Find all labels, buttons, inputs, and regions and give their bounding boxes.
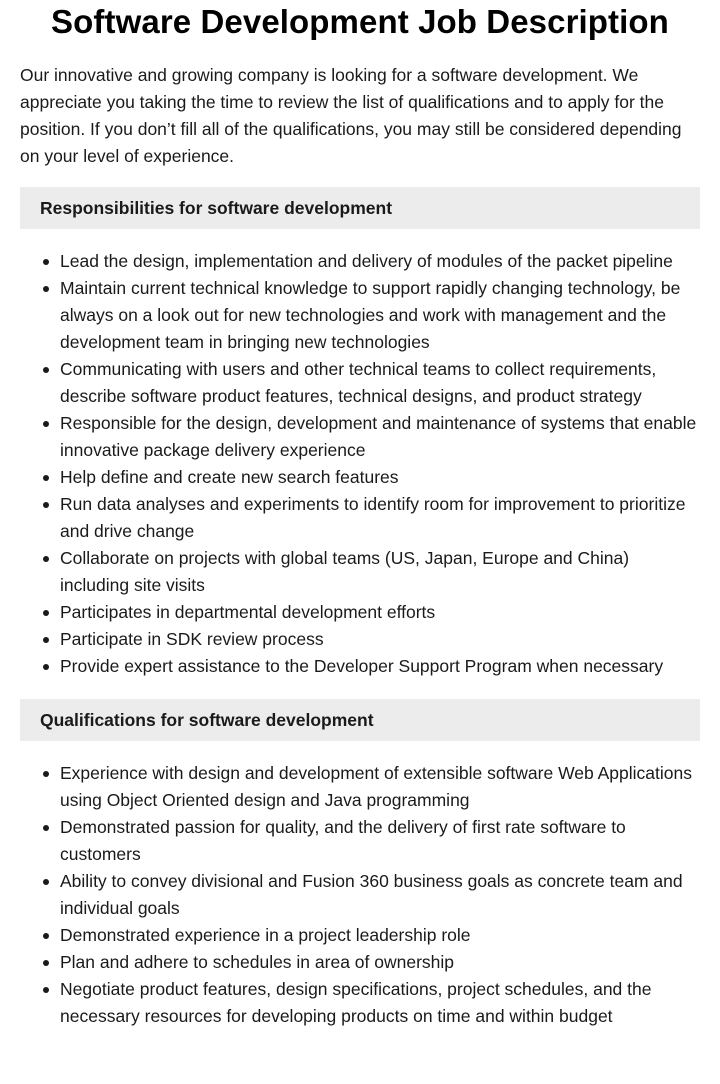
page-title: Software Development Job Description	[51, 3, 669, 40]
list-item	[60, 626, 700, 653]
list-item	[60, 760, 700, 814]
bullet-icon	[43, 286, 49, 292]
list-item-text: Maintain current technical knowledge to support rapidly changing technology, be always on a look out for new technologies and work with management and the development team in bringing new technologies	[60, 278, 681, 352]
list-item-text: Demonstrated passion for quality, and the delivery of first rate software to customers	[60, 817, 626, 864]
list-item	[60, 868, 700, 922]
bullet-icon	[43, 367, 49, 373]
bullet-icon	[43, 610, 49, 616]
responsibilities-list	[20, 248, 700, 680]
intro-paragraph: Our innovative and growing company is looking for a software development. We appreciate you taking the time to review the list of qualifications and to apply for the position. If you don’t fill all of the qualifications, you may still be considered depending on your level of experience.	[20, 65, 682, 166]
list-item-text: Plan and adhere to schedules in area of ownership	[60, 952, 455, 972]
list-item-text: Help define and create new search features	[60, 467, 399, 487]
list-item-text: Experience with design and development of extensible software Web Applications using Object Oriented design and Java programming	[60, 763, 692, 810]
list-item-text: Responsible for the design, development and maintenance of systems that enable innovative package delivery experience	[60, 413, 697, 460]
list-item	[60, 976, 700, 1030]
bullet-icon	[43, 421, 49, 427]
list-item	[60, 545, 700, 599]
bullet-icon	[43, 664, 49, 670]
bullet-icon	[43, 502, 49, 508]
bullet-icon	[43, 879, 49, 885]
list-item	[60, 949, 700, 976]
list-item	[60, 356, 700, 410]
list-item	[60, 599, 700, 626]
responsibilities-heading: Responsibilities for software development	[20, 187, 700, 229]
qualifications-list	[20, 760, 700, 1030]
bullet-icon	[43, 825, 49, 831]
list-item	[60, 653, 700, 680]
list-item	[60, 814, 700, 868]
list-item	[60, 248, 700, 275]
list-item	[60, 464, 700, 491]
bullet-icon	[43, 987, 49, 993]
list-item-text: Collaborate on projects with global teams (US, Japan, Europe and China) including site visits	[60, 548, 630, 595]
list-item-text: Provide expert assistance to the Developer Support Program when necessary	[60, 656, 664, 676]
list-item	[60, 491, 700, 545]
list-item-text: Communicating with users and other technical teams to collect requirements, describe software product features, technical designs, and product strategy	[60, 359, 657, 406]
list-item-text: Ability to convey divisional and Fusion 360 business goals as concrete team and individual goals	[60, 871, 683, 918]
list-item-text: Lead the design, implementation and delivery of modules of the packet pipeline	[60, 251, 673, 271]
bullet-icon	[43, 637, 49, 643]
bullet-icon	[43, 960, 49, 966]
list-item-text: Demonstrated experience in a project leadership role	[60, 925, 471, 945]
bullet-icon	[43, 771, 49, 777]
bullet-icon	[43, 259, 49, 265]
list-item-text: Participate in SDK review process	[60, 629, 324, 649]
list-item	[60, 275, 700, 356]
bullet-icon	[43, 556, 49, 562]
qualifications-heading: Qualifications for software development	[20, 699, 700, 741]
list-item-text: Participates in departmental development efforts	[60, 602, 436, 622]
list-item-text: Negotiate product features, design specifications, project schedules, and the necessary resources for developing products on time and within budget	[60, 979, 652, 1026]
bullet-icon	[43, 475, 49, 481]
bullet-icon	[43, 933, 49, 939]
list-item-text: Run data analyses and experiments to identify room for improvement to prioritize and drive change	[60, 494, 686, 541]
list-item	[60, 410, 700, 464]
list-item	[60, 922, 700, 949]
